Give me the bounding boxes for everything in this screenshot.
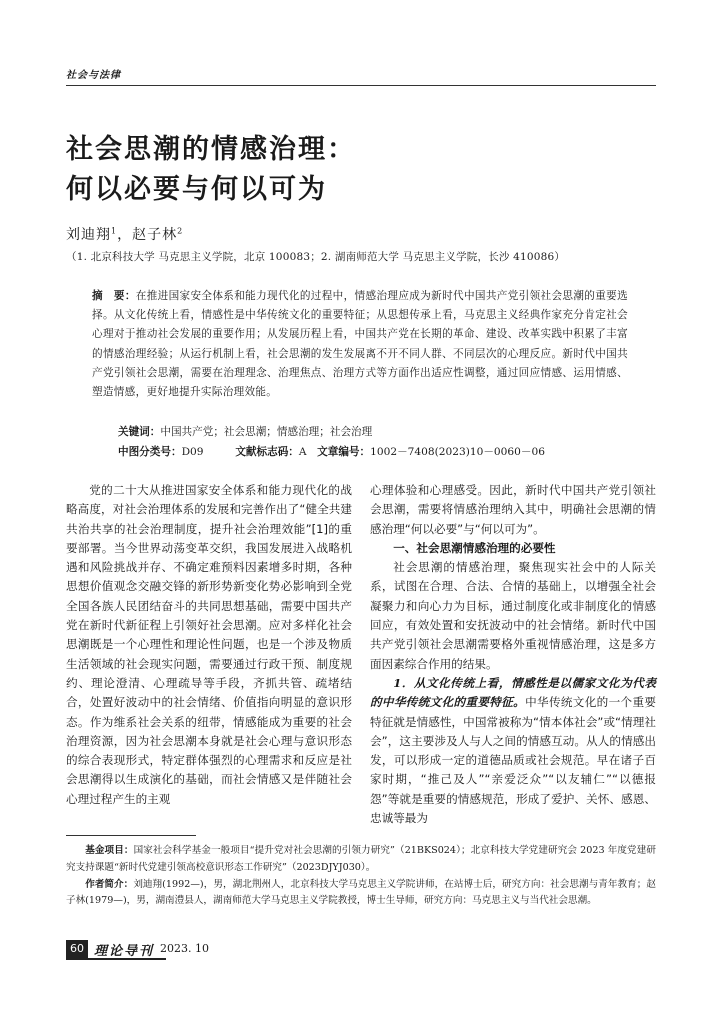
title-line-2: 何以必要与何以可为 [66,174,327,205]
author-bio-label: 作者简介： [85,878,134,890]
abstract-text: 在推进国家安全体系和能力现代化的过程中，情感治理应成为新时代中国共产党引领社会思潮的重要选择。从文化传统上看，情感性是中华传统文化的重要特征；从思想传承上看，马克思主义经典作家充分肯定社会心理对于推动社会发展的重要作用；从发展历程上看，中国共产党在长期的革命、建设、改革实践中积累了丰富的情感治理经验；从运行机制上看，社会思潮的发生发展离不开不同人群、不同层次的心理反应。新时代中国共产党引领社会思潮，需要在治理理念、治理焦点、治理方式等方面作出适应性调整，通过回应情感、运用情感、塑造情感，更好地提升实际治理效能。 [92,290,628,399]
header-rule [66,85,656,86]
author-1: 刘迪翔 [66,227,111,243]
footnote-rule [66,835,196,836]
affiliations: （1. 北京科技大学 马克思主义学院，北京 100083；2. 湖南师范大学 马克思主义学院，长沙 410086） [66,251,566,263]
keywords [118,424,372,439]
section-heading: 一、社会思潮情感治理的必要性 [393,540,556,555]
keywords-label: 关键词： [118,426,161,438]
author-1-affil: 1 [111,226,118,236]
abstract-label: 摘 要： [92,290,136,302]
author-separator: ， [117,227,133,243]
body-paragraph: 心理体验和心理感受。因此，新时代中国共产党引领社会思潮，需要将情感治理纳入其中，明确社会思潮的情感治理“何以必要”与“何以可为”。 [370,483,656,536]
title-line-1: 社会思潮的情感治理： [66,134,356,165]
article-number-label: 文章编号： [317,446,371,458]
section-label: 社会与法律 [66,70,121,81]
authors [66,224,183,244]
doc-code-label: 文献标志码： [235,446,299,458]
doc-code-value: A [298,446,307,458]
keywords-text: 中国共产党；社会思潮；情感治理；社会治理 [160,426,373,438]
footnotes [66,843,656,910]
author-bio-note [66,877,656,911]
page-number: 60 [66,940,88,958]
body-paragraph: 党的二十大从推进国家安全体系和能力现代化的战略高度，对社会治理体系的发展和完善作出了“健全共建共治共享的社会治理制度，提升社会治理效能”[1]的重要部署。当今世界动荡变革交织，我国发展进入战略机遇和风险挑战并存、不确定难预料因素增多时期，各种思想价值观念交融交锋的新形势新变化势必影响到全党全国各族人民团结奋斗的共同思想基础，需要中国共产党在新时代新征程上引领好社会思潮。应对多样化社会思潮既是一个心理性和理论性问题，也是一个涉及物质生活领域的社会现实问题，需要通过行政干预、制度规约、理论澄清、心理疏导等手段，齐抓共管、疏堵结合，处置好波动中的社会情绪、价值指向明显的意识形态。作为维系社会关系的纽带，情感能成为重要的社会治理资源，因为社会思潮本身就是社会心理与意识形态的综合表现形式，特定群体强烈的心理需求和反应是社会思潮得以生成演化的基础，而社会情感又是伴随社会心理过程产生的主观 [66,483,352,806]
footer-rule [66,958,166,960]
clc-value: D09 [181,446,204,458]
body-text: 中华传统文化的一个重要特征就是情感性，中国常被称为“情本体社会”或“情理社会”，这主要涉及人与人之间的情感互动。从人的情感出发，可以形成一定的道德品质或社会规范。早在诸子百家时期，“推己及人”“亲爱泛众”“以友辅仁”“以德报怨”等就是重要的情感规范，形成了爱护、关怀、感恩、忠诚等最为 [370,695,656,826]
clc-label: 中图分类号： [118,446,182,458]
subsection-heading: 1．从文化传统上看，情感性是以儒家文化为代表的中华传统文化的重要特征。 [370,675,656,710]
funding-label: 基金项目： [85,845,134,856]
author-bio-text: 刘迪翔(1992—)，男，湖北荆州人，北京科技大学马克思主义学院讲师，在站博士后，研究方向：社会思潮与青年教育；赵子林(1979—)，男，湖南澧县人，湖南师范大学马克思主义学院教授，博士生导师，研究方向：马克思主义与当代社会思潮。 [66,878,656,907]
author-2: 赵子林 [132,227,178,243]
body-column-right [370,481,656,828]
issue-date: 2023. 10 [160,942,209,955]
funding-text: 国家社会科学基金一般项目“提升党对社会思潮的引领力研究”（21BKS024）；北京科技大学党建研究会 2023 年度党建研究支持课题“新时代党建引领高校意识形态工作研究”（2023DJYJ030）。 [66,845,656,873]
abstract [92,287,628,402]
article-title [66,130,356,210]
classification-line [118,444,545,459]
body-paragraph [370,674,656,828]
article-number-value: 1002－7408(2023)10－0060－06 [370,446,545,458]
funding-note [66,843,656,877]
body-column-left [66,481,352,809]
author-2-affil: 2 [177,226,184,236]
journal-name: 理论导刊 [94,944,155,959]
body-paragraph: 社会思潮的情感治理，聚焦现实社会中的人际关系，试图在合理、合法、合情的基础上，以增强全社会凝聚力和向心力为目标，通过制度化或非制度化的情感回应，有效处置和安抚波动中的社会情绪。新时代中国共产党引领社会思潮需要格外重视情感治理，这是多方面因素综合作用的结果。 [370,560,656,671]
